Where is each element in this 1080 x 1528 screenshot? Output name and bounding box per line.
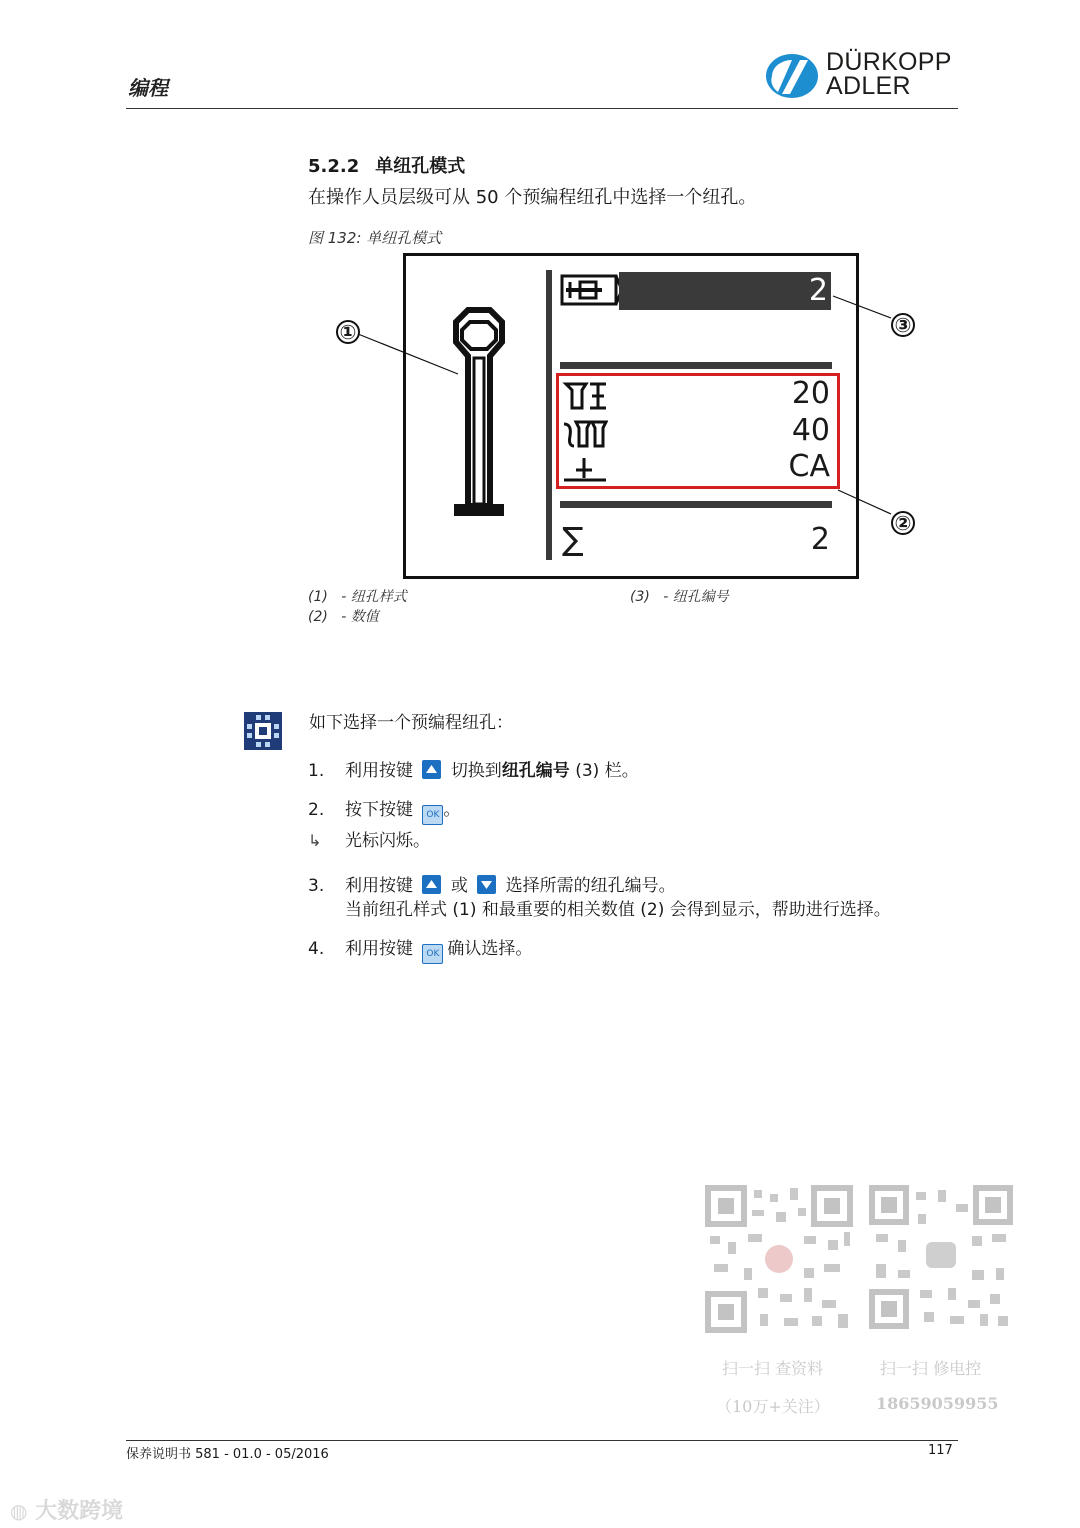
ok-key-icon: OK [422, 805, 443, 825]
section-title: 5.2.2 单纽孔模式 [308, 156, 466, 177]
param-value-3: CA [788, 449, 830, 484]
legend-item-3: (3) - 纽孔编号 [630, 589, 729, 605]
footer-divider [126, 1440, 958, 1441]
param-value-1: 20 [791, 376, 830, 411]
param-value-2: 40 [791, 413, 830, 448]
down-key-icon [477, 875, 496, 894]
brand-watermark-icon: ◍ [10, 1499, 28, 1523]
page-header-title: 编程 [128, 76, 168, 100]
step-4: 4. 利用按键 OK 确认选择。 [308, 934, 532, 964]
instructions-intro: 如下选择一个预编程纽孔： [309, 713, 513, 733]
result-arrow-icon: ↳ [308, 831, 322, 850]
footer-page-number: 117 [928, 1443, 953, 1458]
watermark-text-2a: 扫一扫 修电控 [880, 1359, 982, 1378]
brand-logo-text: DÜRKOPP ADLER [826, 48, 952, 100]
ok-key-icon: OK [422, 944, 443, 964]
up-key-icon [422, 875, 441, 894]
sum-value: 2 [810, 522, 830, 557]
watermark-text-2b: 18659059955 [876, 1394, 999, 1413]
watermark-text-1b: （10万+关注） [716, 1397, 830, 1416]
brand-watermark: ◍ 大数跨境 [10, 1499, 124, 1524]
callout-2: ② [891, 511, 915, 535]
callout-1: ① [336, 320, 360, 344]
up-key-icon [422, 760, 441, 779]
qr-code-right-icon [868, 1184, 1014, 1334]
sum-symbol: ∑ [562, 520, 584, 558]
figure-caption: 图 132: 单纽孔模式 [308, 229, 442, 247]
step-1: 1. 利用按键 切换到纽孔编号 (3) 栏。 [308, 761, 639, 781]
step-result: ↳ 光标闪烁。 [308, 831, 430, 851]
step-3: 3. 利用按键 或 选择所需的纽孔编号。 [308, 876, 676, 896]
step-2: 2. 按下按键 OK 。 [308, 795, 460, 825]
section-intro: 在操作人员层级可从 50 个预编程纽孔中选择一个纽孔。 [308, 187, 757, 208]
buttonhole-number-value: 2 [808, 273, 828, 308]
footer-document-id: 保养说明书 581 - 01.0 - 05/2016 [126, 1447, 329, 1462]
watermark-text-1a: 扫一扫 查资料 [722, 1359, 824, 1378]
legend-item-2: (2) - 数值 [308, 609, 379, 625]
callout-3: ③ [891, 313, 915, 337]
operator-level-icon [244, 712, 282, 754]
callout-leader-lines [0, 0, 1080, 620]
qr-code-left-icon [704, 1184, 854, 1338]
step-3-detail: 当前纽孔样式 (1) 和最重要的相关数值 (2) 会得到显示，帮助进行选择。 [345, 900, 891, 920]
legend-item-1: (1) - 纽孔样式 [308, 589, 407, 605]
